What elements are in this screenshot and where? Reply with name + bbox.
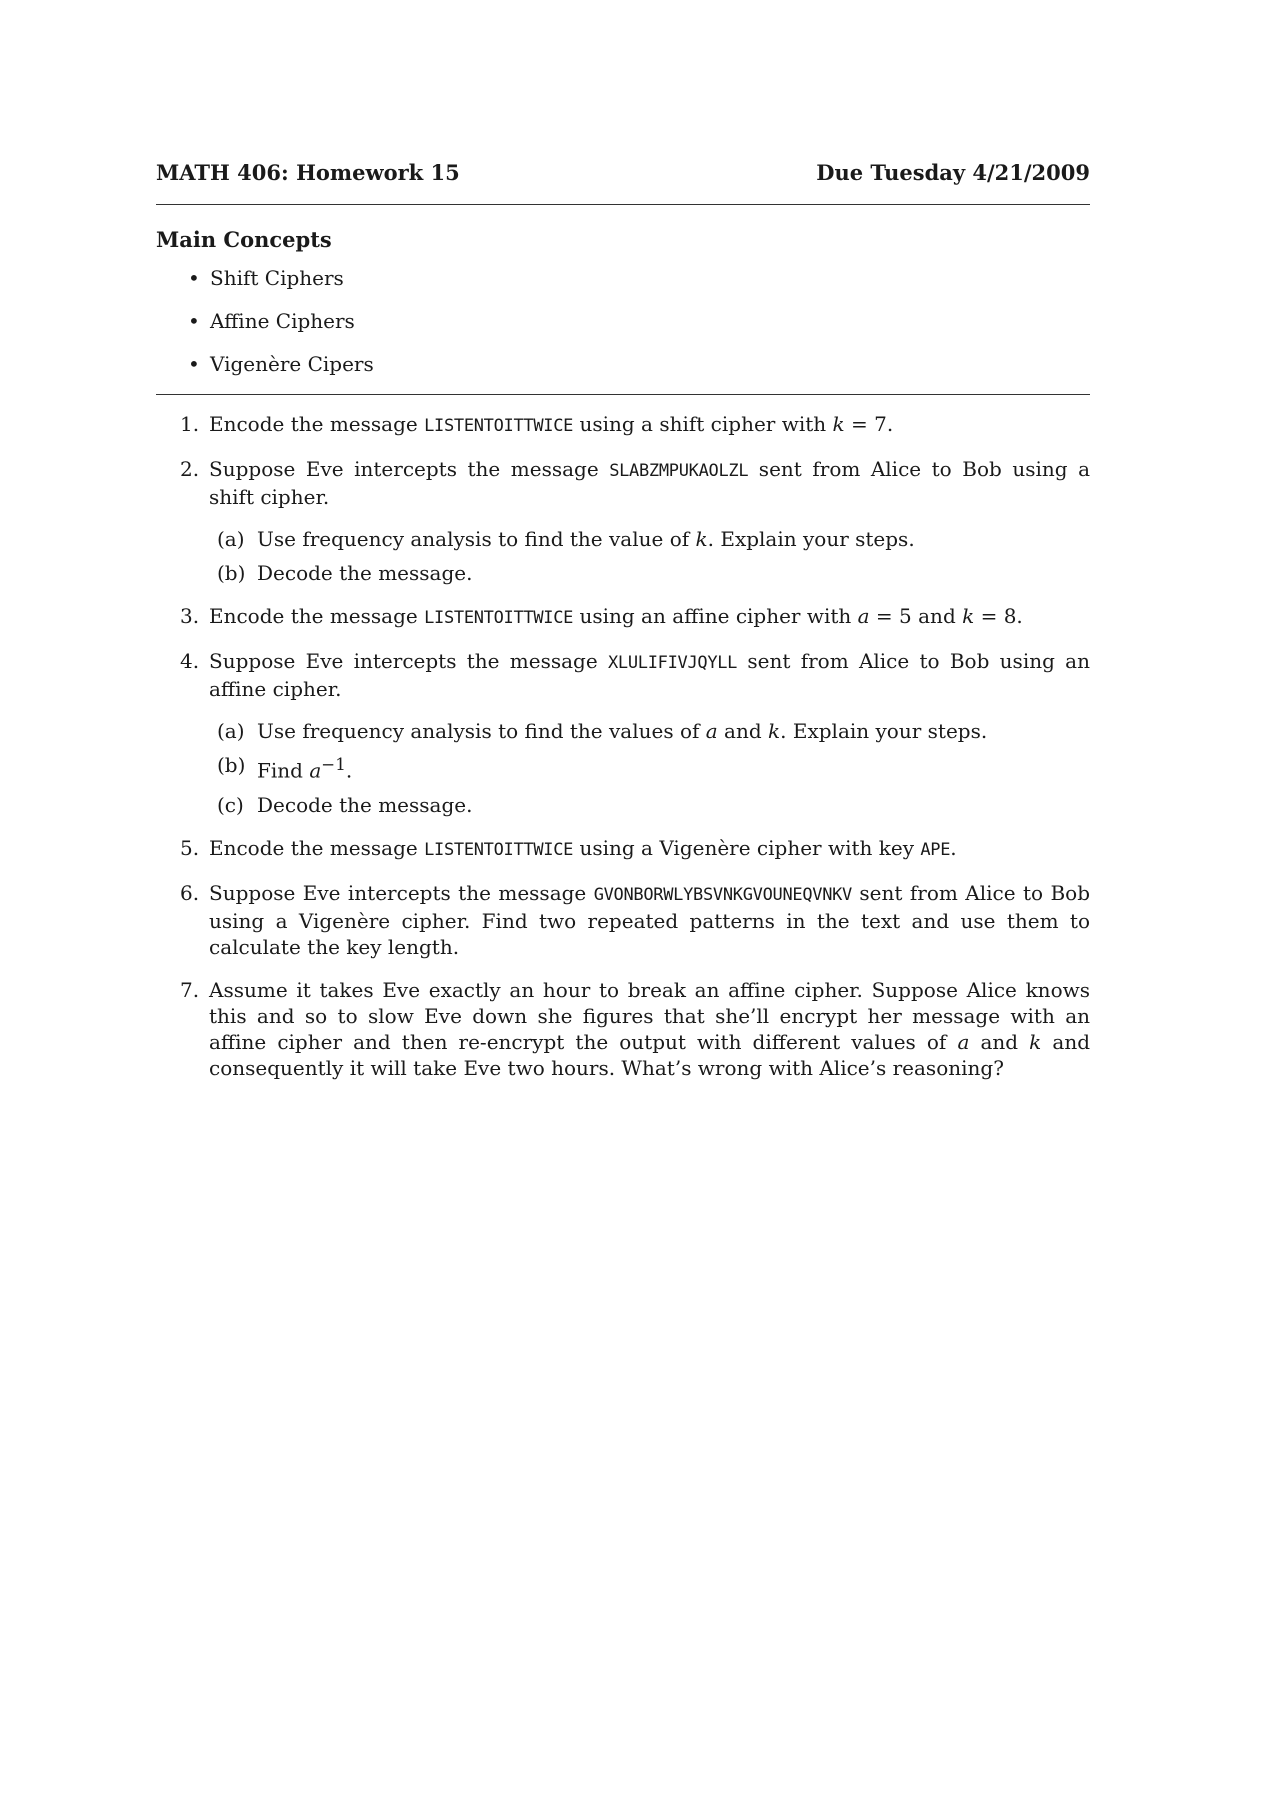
problem-1: 1. Encode the message LISTENTOITTWICE using a shift cipher with k = 7. [180, 412, 894, 436]
problem-list [156, 411, 1090, 1081]
problem-5: 5. Encode the message LISTENTOITTWICE using a Vigenère cipher with key APE. [180, 835, 957, 860]
subproblem-2b: (b) Decode the message. [217, 561, 473, 585]
problem-4: 4. Suppose Eve intercepts the message XLULIFIVJQYLL sent from Alice to Bob using an affine cipher. (a) Use frequency analysis to find the values of a and k. Explain your steps. (b) Find $a^{-1}$. (c) Decode the message. [180, 649, 1090, 817]
cipher-message: GVONBORWLYBSVNKGVOUNEQVNKV [593, 884, 852, 905]
subproblem-4c: (c) Decode the message. [217, 792, 473, 817]
page-header [156, 158, 1090, 188]
problem-6: 6. Suppose Eve intercepts the message GVONBORWLYBSVNKGVOUNEQVNKV sent from Alice to Bob using a Vigenère cipher. Find two repeated patterns in the text and use them to calculate the key length. [180, 880, 1090, 959]
problem-2: 2. Suppose Eve intercepts the message SLABZMPUKAOLZL sent from Alice to Bob using a shift cipher. (a) Use frequency analysis to find the value of k. Explain your steps. (b) Decode the message. [180, 457, 1090, 585]
concept-item: • Vigenère Cipers [188, 352, 374, 376]
cipher-message: LISTENTOITTWICE [424, 839, 574, 860]
section-rule [156, 394, 1090, 395]
problem-3: 3. Encode the message LISTENTOITTWICE using an affine cipher with a = 5 and k = 8. [180, 604, 1023, 628]
cipher-message: SLABZMPUKAOLZL [609, 461, 749, 481]
bullet-icon: • [188, 352, 200, 376]
due-date: Due Tuesday 4/21/2009 [816, 160, 1090, 185]
cipher-message: LISTENTOITTWICE [424, 416, 574, 436]
concept-item: • Affine Ciphers [188, 309, 355, 333]
cipher-message: LISTENTOITTWICE [424, 608, 574, 628]
subproblem-4b: (b) Find $a^{-1}$. [217, 753, 353, 783]
subproblem-4a: (a) Use frequency analysis to find the values of a and k. Explain your steps. [217, 719, 988, 743]
subproblem-list [209, 526, 1090, 586]
bullet-icon: • [188, 309, 200, 333]
cipher-key: APE [920, 839, 951, 860]
subproblem-list [209, 718, 1090, 818]
subproblem-2a: (a) Use frequency analysis to find the value of k. Explain your steps. [217, 527, 915, 551]
problem-7: 7. Assume it takes Eve exactly an hour to break an affine cipher. Suppose Alice knows this and so to slow Eve down she figures that she’ll encrypt her message with an affine cipher and then re-encrypt the output with different values of a and k and consequently it will take Eve two hours. What’s wrong with Alice’s reasoning? [180, 977, 1090, 1080]
homework-page [156, 158, 1090, 1098]
header-rule [156, 204, 1090, 205]
cipher-message: XLULIFIVJQYLL [607, 653, 738, 673]
concepts-title: Main Concepts [156, 227, 332, 252]
concepts-list [156, 265, 1090, 377]
course-title: MATH 406: Homework 15 [156, 160, 460, 185]
concept-item: • Shift Ciphers [188, 266, 344, 290]
bullet-icon: • [188, 266, 200, 290]
